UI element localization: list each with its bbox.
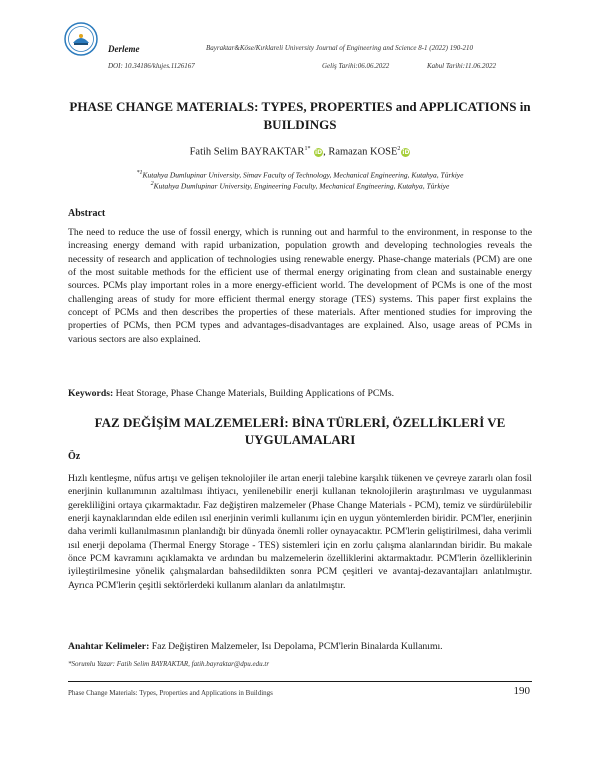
journal-citation: Bayraktar&Köse/Kırklareli University Journal of Engineering and Science 8-1 (2022) 190-210: [206, 44, 474, 52]
affiliation-1: [60, 170, 540, 180]
received-date: Geliş Tarihi:06.06.2022: [322, 62, 390, 70]
affiliation-1-sup: *1: [136, 170, 143, 176]
article-type: Derleme: [108, 44, 140, 54]
footer-divider: [68, 681, 532, 682]
orcid-icon[interactable]: iD: [315, 148, 323, 156]
orcid-icon[interactable]: iD: [402, 148, 410, 156]
author-1-name: Fatih Selim BAYRAKTAR: [189, 146, 305, 158]
doi[interactable]: DOI: 10.34186/klujes.1126167: [108, 62, 195, 70]
affiliation-1-text: Kutahya Dumlupinar University, Simav Faculty of Technology, Mechanical Engineering, Kutahya, Türkiye: [142, 170, 464, 180]
affiliation-2-sup: 2: [150, 181, 154, 187]
keywords-label: Keywords:: [68, 388, 114, 399]
author-2-sup: 2: [397, 146, 401, 152]
oz-text: Hızlı kentleşme, nüfus artışı ve gelişen teknolojiler ile artan enerji talebine karşılık tükenen ve çevreye zararlı olan fosil enerjinin kullanımının azaltılması ihtiyacı, yenilenebilir enerji kullanan teknolojilerin araştırılması ve uygulanması gerekliliğini ortaya çıkarmaktadır. Faz değiştiren malzemeler (Phase Change Materials - PCM), temiz ve sürdürülebilir enerji kaynaklarından elde edilen ısıl enerjinin verimli kullanımı için en uygun yöntemlerden biridir. PCM'ler, enerjinin daha verimli kullanılmasının planlandığı bir dünyada önemli roller oynayacaktır. PCM'lerin geliştirilmesi, daha verimli ısıl enerji depolama (Thermal Energy Storage - TES) sistemleri için en zorlu çalışma alanlarından biridir. Bu makale önce PCM kavramını açıklamakta ve ardından bu malzemelerin özelliklerini aktarmaktadır. PCM'lerin özelliklerinin iyileştirilmesine yönelik çalışmalardan bahsedildikten sonra PCM çeşitleri ve avantaj-dezavantajları anlatılmıştır. Ayrıca PCM'lerin çeşitli sektörlerdeki kullanım alanları da anlatılmıştır.: [68, 473, 532, 591]
paper-title: PHASE CHANGE MATERIALS: TYPES, PROPERTIES and APPLICATIONS in BUILDINGS: [69, 99, 531, 132]
author-separator: ,: [323, 146, 329, 158]
keywords: [68, 388, 532, 399]
anahtar-kelimeler-text: Faz Değiştiren Malzemeler, Isı Depolama, PCM'lerin Binalarda Kullanımı.: [149, 641, 443, 652]
author-1-sup: 1*: [304, 146, 311, 152]
affiliation-2-text: Kutahya Dumlupinar University, Engineering Faculty, Mechanical Engineering, Kutahya, Türkiye: [153, 181, 450, 191]
anahtar-kelimeler: [68, 641, 532, 652]
accepted-date: Kabul Tarihi:11.06.2022: [427, 62, 497, 70]
affiliation-2: [60, 181, 540, 191]
page-number: 190: [513, 685, 530, 697]
author-2-name: Ramazan KOSE: [328, 146, 398, 158]
oz-heading: Öz: [68, 451, 81, 462]
author-line: [60, 146, 540, 158]
university-logo-icon: [64, 22, 98, 56]
abstract-heading: Abstract: [68, 208, 106, 219]
keywords-text: Heat Storage, Phase Change Materials, Building Applications of PCMs.: [113, 388, 395, 399]
anahtar-kelimeler-label: Anahtar Kelimeler:: [68, 641, 150, 652]
abstract-text: The need to reduce the use of fossil energy, which is running out and harmful to the environment, in response to the increasing energy demand with rapid urbanization, population growth and developing technologies reveals the necessity of research and application of technologies using renewable energy. Phase-change materials (PCM) are one of the most suitable methods for the efficient use of thermal energy originating from clean and sustainable energy sources. PCMs play important roles in a more energy-efficient world. The development of PCMs is one of the most challenging areas of study for more efficient thermal energy storage (TES) systems. This paper first explains the concept of PCMs and then describes the properties of these materials. After mentioned studies for improving the properties of PCMs, then PCM types and advantages-disadvantages are explained. Also, usage areas of PCMs in various sectors are also explained.: [68, 227, 532, 345]
running-title: Phase Change Materials: Types, Properties and Applications in Buildings: [68, 689, 273, 697]
corresponding-author-footnote: *Sorumlu Yazar: Fatih Selim BAYRAKTAR, fatih.bayraktar@dpu.edu.tr: [68, 660, 270, 668]
paper-title-turkish: FAZ DEĞİŞİM MALZEMELERİ: BİNA TÜRLERİ, ÖZELLİKLERİ VE UYGULAMALARI: [94, 415, 506, 447]
